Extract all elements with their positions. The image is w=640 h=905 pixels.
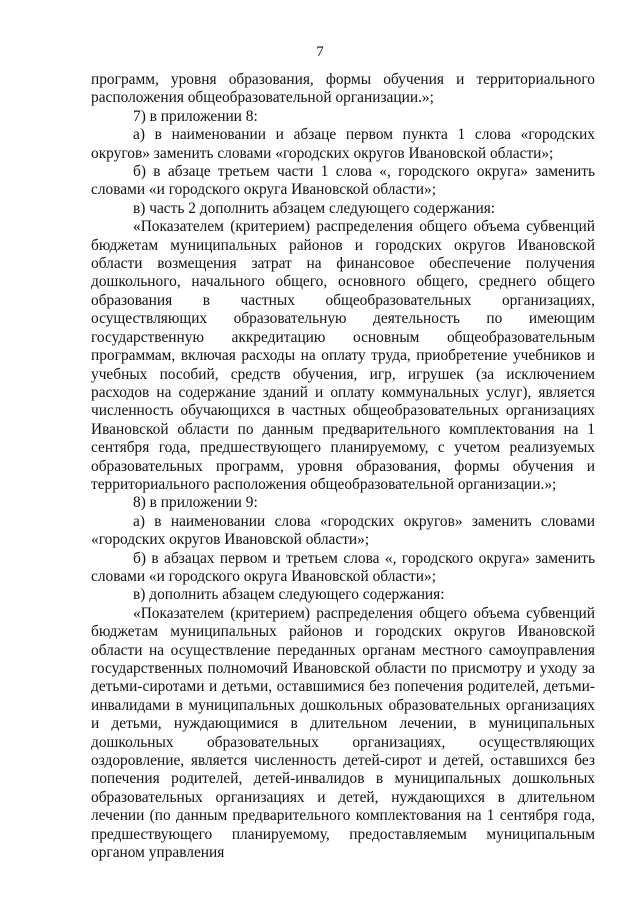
paragraph: 8) в приложении 9: xyxy=(133,494,258,512)
paragraph: б) в абзаце третьем части 1 слова «, городского округа» заменить словами «и городского округа Ивановской области»; xyxy=(91,163,595,199)
paragraph: программ, уровня образования, формы обучения и территориального расположения общеобразовательной организации.»; xyxy=(91,71,595,107)
paragraph: 7) в приложении 8: xyxy=(133,107,258,125)
paragraph: в) дополнить абзацем следующего содержания: xyxy=(133,586,445,604)
paragraph: б) в абзацах первом и третьем слова «, городского округа» заменить словами «и городского округа Ивановской области»; xyxy=(91,549,595,585)
paragraph: в) часть 2 дополнить абзацем следующего содержания: xyxy=(133,199,496,217)
document-body xyxy=(91,71,595,862)
paragraph: а) в наименовании слова «городских округов» заменить словами «городских округов Ивановской области»; xyxy=(91,512,595,549)
paragraph: а) в наименовании и абзаце первом пункта 1 слова «городских округов» заменить словами «городских округов Ивановской области»; xyxy=(91,126,595,162)
page-number: 7 xyxy=(316,44,324,60)
paragraph: «Показателем (критерием) распределения общего объема субвенций бюджетам муниципальных районов и городских округов Ивановской области на осуществление переданных органам местного самоуправления государственных полномочий Ивановской области по присмотру и уходу за детьми-сиротами и детьми, оставшимися без попечения родителей, детьми-инвалидами в муниципальных дошкольных образовательных организациях и детьми, нуждающимися в длительном лечении, в муниципальных дошкольных образовательных организациях, осуществляющих оздоровление, является численность детей-сирот и детей, оставшихся без попечения родителей, детей-инвалидов в муниципальных дошкольных образовательных организациях и детей, нуждающихся в длительном лечении (по данным предварительного комплектования на 1 сентября года, предшествующего планируемому, предоставляемым муниципальным органом управления xyxy=(91,604,595,862)
paragraph: «Показателем (критерием) распределения общего объема субвенций бюджетам муниципальных районов и городских округов Ивановской области возмещения затрат на финансовое обеспечение получения дошкольного, начального общего, основного общего, среднего общего образования в частных общеобразовательных организациях, осуществляющих образовательную деятельность по имеющим государственную аккредитацию основным общеобразовательным программам, включая расходы на оплату труда, приобретение учебников и учебных пособий, средств обучения, игр, игрушек (за исключением расходов на содержание зданий и оплату коммунальных услуг), является численность обучающихся в частных общеобразовательных организациях Ивановской области по данным предварительного комплектования на 1 сентября года, предшествующего планируемому, с учетом реализуемых образовательных программ, уровня образования, формы обучения и территориального расположения общеобразовательной организации.»; xyxy=(91,218,595,493)
